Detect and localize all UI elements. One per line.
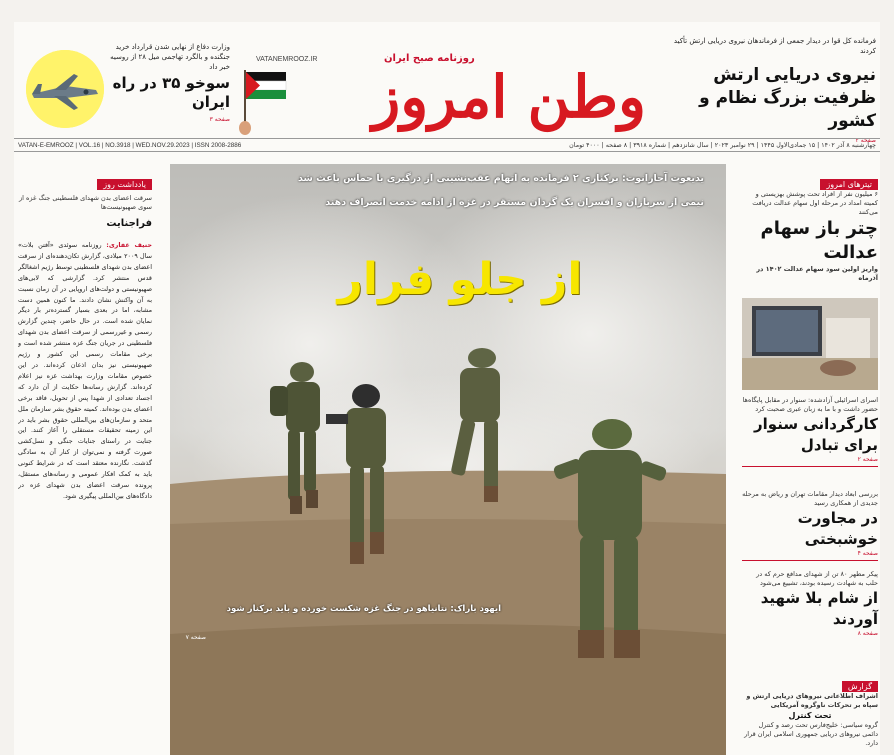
masthead-left-story[interactable] [20, 32, 230, 132]
story3-kicker: بررسی ابعاد دیدار مقامات تهران و ریاض به مرحله جدیدی از همکاری رسید [742, 490, 878, 507]
story4-headline: از شام بلا شهید آوردند [760, 589, 878, 628]
story1-headline: چتر باز سهام عدالت [760, 218, 878, 263]
masthead-right-story[interactable] [666, 36, 876, 144]
story5-headline: تحت کنترل [788, 711, 832, 720]
lead-kicker-1: یدیعوت آحارانوت: برکناری ۲ فرمانده به اتهام عقب‌نشینی از درگیری با حماس باعث شد [298, 173, 704, 184]
dateline-latin: VATAN-E-EMROOZ | VOL.16 | NO.3918 | WED.NOV.29.2023 | ISSN 2008-2886 [18, 142, 242, 149]
story3-page: صفحه ۴ [857, 550, 878, 557]
story3-headline: در مجاورت خوشبختی [797, 509, 878, 548]
story-sahame-edalat[interactable] [742, 190, 878, 283]
story4-kicker: پیکر مطهر ۸۰ تن از شهدای مدافع حرم که در حلب به شهادت رسیده بودند، تشییع می‌شود [756, 570, 878, 587]
masthead [14, 22, 880, 144]
story1-kicker: ۶ میلیون نفر از افراد تحت پوشش بهزیستی و کمیته امداد در مرحله اول سهام عدالت دریافت می‌کنند [752, 190, 878, 216]
story-sinwar[interactable] [742, 396, 878, 470]
logo-tagline: روزنامه صبح ایران [384, 53, 475, 64]
dateline-persian: چهارشنبه ۸ آذر ۱۴۰۲ | ۱۵ جمادی‌الاول ۱۴۴۵ | ۲۹ نوامبر ۲۰۲۳ | سال شانزدهم | شماره ۳۹۱۸ | ۸ صفحه | ۴۰۰۰ تومان [569, 142, 876, 149]
editorial-column[interactable] [14, 164, 154, 755]
story5-kicker: اشراف اطلاعاتی نیروهای دریایی ارتش و سپاه بر تحرکات ناوگروه آمریکایی [746, 692, 878, 709]
editorial-label: یادداشت روز [97, 179, 152, 190]
stock-market-photo [742, 298, 878, 390]
story2-headline: کارگردانی سنوار برای تبادل [754, 415, 878, 454]
story5-body: گروه سیاسی: خلیج‌فارس تحت رصد و کنترل دائمی نیروهای دریایی جمهوری اسلامی ایران قرار دارد. [744, 721, 878, 747]
lead-caption: ایهود باراک: نتانیاهو در جنگ غزه شکست خورده و باید برکنار شود [226, 604, 501, 614]
dateline-bar [14, 138, 880, 152]
story2-kicker: اسرای اسرائیلی آزادشده: سنوار در مقابل پایگاه‌ها حضور داشت و با ما به زبان عبری صحبت کرد [742, 396, 878, 413]
story4-page: صفحه ۸ [857, 630, 878, 637]
lead-page-ref: صفحه ۷ [185, 634, 206, 641]
story-neighbors[interactable] [742, 490, 878, 564]
editorial-title: فراجنایت [106, 218, 152, 229]
headlines-label-wrap [742, 172, 878, 191]
headlines-column [740, 164, 880, 755]
lead-headline: از جلو فرار [337, 254, 583, 305]
report-label-wrap [742, 674, 878, 693]
palestine-flag-icon [234, 66, 288, 136]
left-story-kicker: وزارت دفاع از نهایی شدن قرارداد خرید جنگنده و بالگرد تهاجمی میل ۲۸ از روسیه خبر داد [110, 43, 230, 71]
logo-url: VATANEMROOZ.IR [256, 56, 318, 63]
left-story-page: صفحه ۳ [209, 116, 230, 123]
lead-photo-story[interactable] [170, 164, 726, 755]
story-martyrs[interactable] [742, 570, 878, 637]
newspaper-page [14, 22, 880, 755]
fighter-jet-image [26, 50, 104, 128]
story-navy-report[interactable] [742, 692, 878, 748]
newspaper-logo[interactable] [234, 53, 654, 140]
lead-kicker-2: نیمی از سربازان و افسران یک گردان مستقر در غزه از ادامه خدمت انصراف دهند [325, 197, 704, 208]
editorial-body [18, 240, 152, 750]
right-story-page: صفحه ۲ [855, 137, 876, 144]
right-story-kicker: فرمانده کل قوا در دیدار جمعی از فرماندهان نیروی دریایی ارتش تأکید کردند [673, 37, 876, 55]
editorial-byline: حنیف غفاری: [106, 241, 152, 249]
right-story-headline: نیروی دریایی ارتش ظرفیت بزرگ نظام و کشور [699, 65, 876, 131]
left-story-headline: سوخو ۳۵ در راه ایران [112, 74, 230, 111]
editorial-kicker: سرقت اعضای بدن شهدای فلسطینی جنگ غزه از سوی صهیونیست‌ها [19, 194, 152, 211]
story1-sub: واریز اولین سود سهام عدالت ۱۴۰۲ در آذرماه [756, 265, 878, 282]
editorial-text: روزنامه سوئدی «آفتن بلات» سال ۲۰۰۹ میلادی، گزارش تکان‌دهنده‌ای از سرقت اعضای بدن شهدای فلسطینی توسط رژیم اشغالگر قدس منتشر کرد. گزارشی که لابی‌های صهیونیستی و دولت‌های اروپایی در آن زمان نسبت به آن واکنش نشان دادند. ما کنون همین دست مشابه، اما در بعدی بسیار گسترده‌تر بار دیگر نمایان شده است. در حال حاضر، چندین گزارش رسمی و غیررسمی از سرقت اعضای بدن شهدای فلسطینی در جریان جنگ غزه منتشر شده است و برخی مقامات رسمی این کشور و رژیم صهیونیستی نیز بدان اذعان کرده‌اند. در این خصوص مقامات وزارت بهداشت غزه نیز اعلام کرده‌اند. گزارش رسانه‌ها حکایت از آن دارد که اجساد تعدادی از شهدا پس از تحویل، فاقد برخی اعضای بدن بوده‌اند. کمیته حقوق بشر سازمان ملل متحد و سازمان‌های بین‌المللی حقوق بشر باید در این زمینه تحقیقات مستقلی را آغاز کنند. این جنایت در راستای جنایات جنگی و نسل‌کشی صورت گرفته و نمی‌توان از کنار آن به سادگی گذشت. نگارنده معتقد است که در شرایط کنونی باید به کمک افکار عمومی و رسانه‌های مستقل، پرونده سرقت اعضای بدن شهدای غزه در دادگاه‌های بین‌المللی پیگیری شود. [18, 241, 152, 500]
headlines-label: تیترهای امروز [820, 179, 878, 190]
logo-wordmark: وطن امروز [372, 63, 646, 131]
report-label: گزارش [842, 681, 878, 692]
story2-page: صفحه ۲ [857, 456, 878, 463]
